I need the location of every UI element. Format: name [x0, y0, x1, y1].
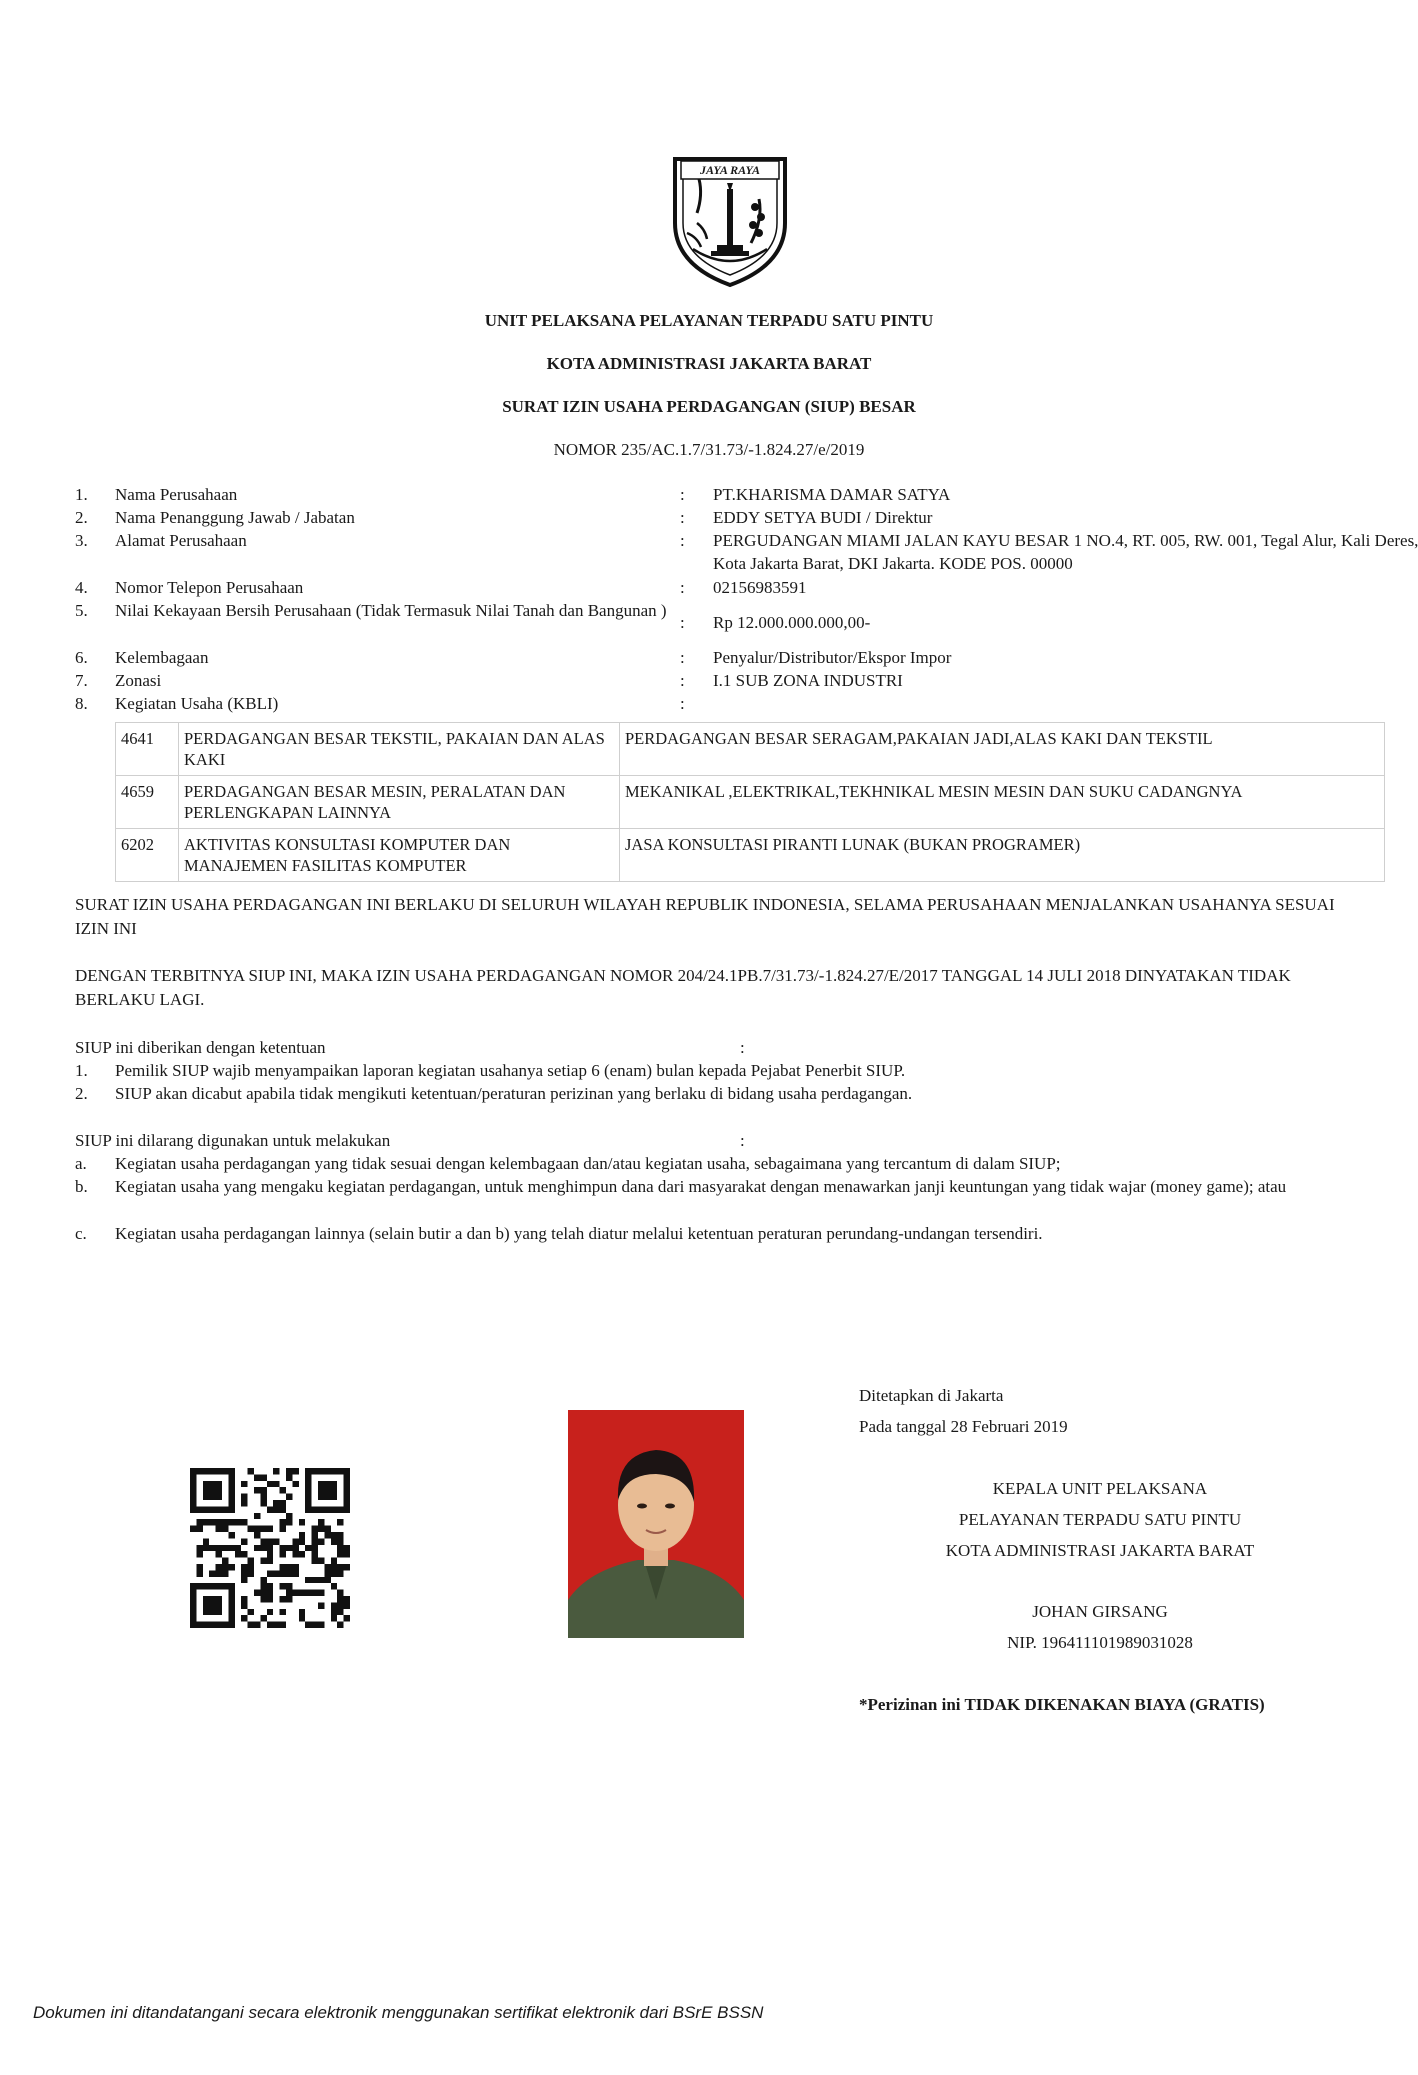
table-row	[116, 723, 1385, 776]
issue-date: Pada tanggal 28 Februari 2019	[859, 1417, 1068, 1436]
table-row	[116, 776, 1385, 829]
emblem-motto: JAYA RAYA	[700, 163, 760, 177]
city-title: KOTA ADMINISTRASI JAKARTA BARAT	[546, 354, 872, 373]
jaya-raya-emblem	[667, 153, 793, 289]
kbli-name: AKTIVITAS KONSULTASI KOMPUTER DAN MANAJEMEN FASILITAS KOMPUTER	[179, 829, 620, 882]
signatory-title-3: KOTA ADMINISTRASI JAKARTA BARAT	[945, 1541, 1255, 1560]
person-photo-icon	[568, 1410, 744, 1638]
larangan-title: SIUP ini dilarang digunakan untuk melakukan :	[75, 1131, 745, 1150]
kbli-code: 4641	[116, 723, 179, 776]
revocation-paragraph: DENGAN TERBITNYA SIUP INI, MAKA IZIN USAHA PERDAGANGAN NOMOR 204/24.1PB.7/31.73/-1.824.27/E/2017 TANGGAL 14 JULI 2018 DINYATAKAN TIDAK BERLAKU LAGI.	[75, 966, 1291, 1009]
holder-photo	[568, 1410, 744, 1638]
electronic-signature-footer: Dokumen ini ditandatangani secara elektronik menggunakan sertifikat elektronik dari BSrE BSSN	[33, 2003, 764, 2022]
kbli-description: MEKANIKAL ,ELEKTRIKAL,TEKHNIKAL MESIN MESIN DAN SUKU CADANGNYA	[620, 776, 1385, 829]
ketentuan-title: SIUP ini diberikan dengan ketentuan :	[75, 1038, 745, 1057]
document-title: SURAT IZIN USAHA PERDAGANGAN (SIUP) BESAR	[502, 397, 916, 416]
kbli-table	[115, 722, 1385, 882]
document-number: NOMOR 235/AC.1.7/31.73/-1.824.27/e/2019	[553, 440, 865, 459]
free-of-charge-note: *Perizinan ini TIDAK DIKENAKAN BIAYA (GRATIS)	[859, 1695, 1265, 1714]
kbli-name: PERDAGANGAN BESAR MESIN, PERALATAN DAN PERLENGKAPAN LAINNYA	[179, 776, 620, 829]
signatory-name: JOHAN GIRSANG	[1032, 1602, 1168, 1621]
signatory-nip: NIP. 196411101989031028	[1007, 1633, 1193, 1652]
office-title: UNIT PELAKSANA PELAYANAN TERPADU SATU PINTU	[484, 311, 934, 330]
kbli-code: 4659	[116, 776, 179, 829]
validity-paragraph: SURAT IZIN USAHA PERDAGANGAN INI BERLAKU DI SELURUH WILAYAH REPUBLIK INDONESIA, SELAMA PERUSAHAAN MENJALANKAN USAHANYA SESUAI IZIN INI	[75, 895, 1335, 938]
kbli-name: PERDAGANGAN BESAR TEKSTIL, PAKAIAN DAN ALAS KAKI	[179, 723, 620, 776]
qr-code	[190, 1468, 350, 1628]
qr-code-icon	[190, 1468, 350, 1628]
kbli-description: JASA KONSULTASI PIRANTI LUNAK (BUKAN PROGRAMER)	[620, 829, 1385, 882]
table-row	[116, 829, 1385, 882]
kbli-code: 6202	[116, 829, 179, 882]
place-of-issue: Ditetapkan di Jakarta	[859, 1386, 1004, 1405]
signatory-title-2: PELAYANAN TERPADU SATU PINTU	[958, 1510, 1242, 1529]
signatory-title-1: KEPALA UNIT PELAKSANA	[992, 1479, 1208, 1498]
kbli-description: PERDAGANGAN BESAR SERAGAM,PAKAIAN JADI,ALAS KAKI DAN TEKSTIL	[620, 723, 1385, 776]
